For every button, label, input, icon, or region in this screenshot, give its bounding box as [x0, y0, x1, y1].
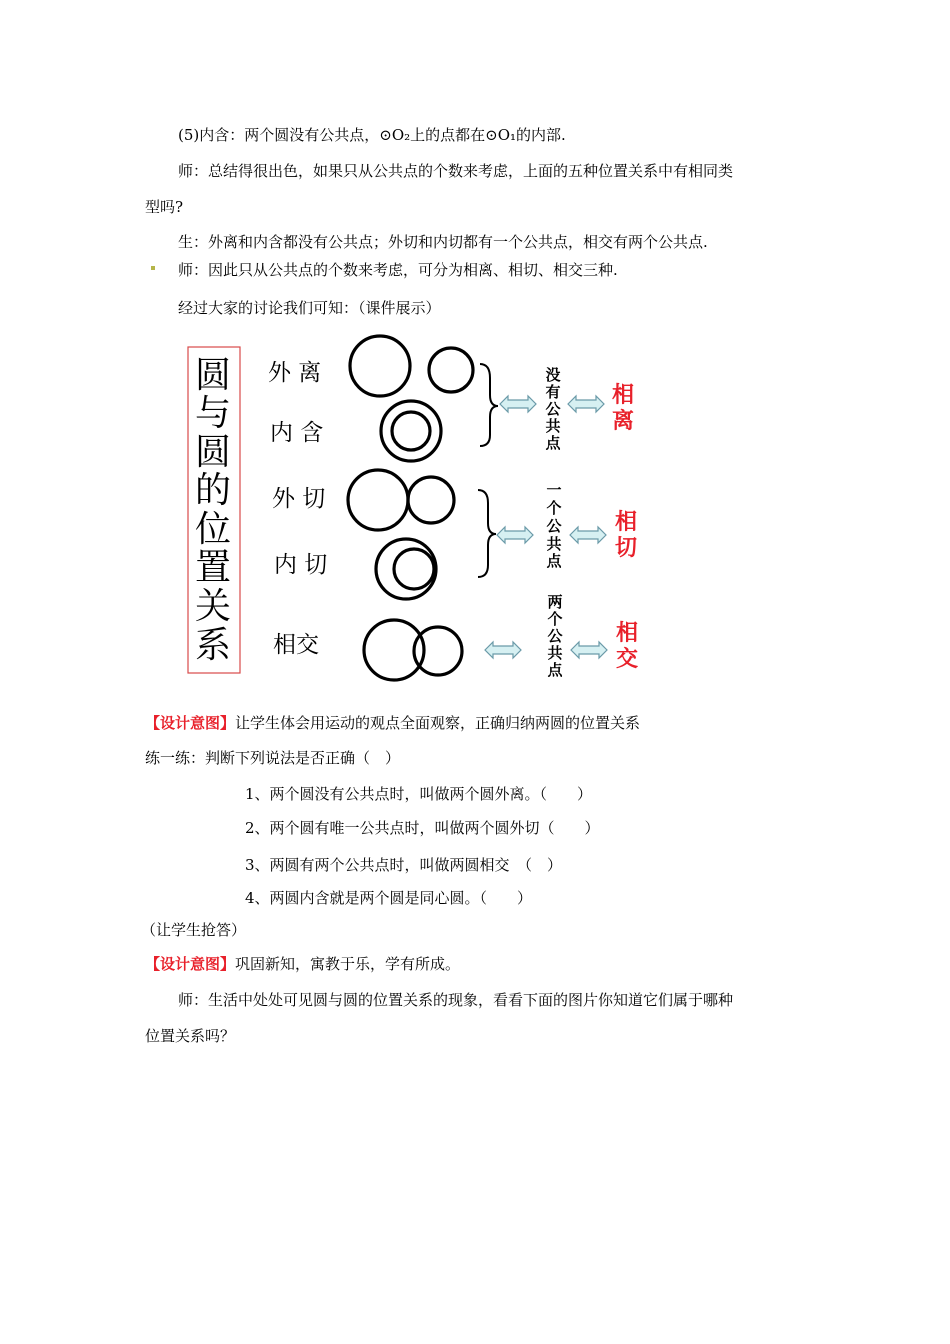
- text-line: 经过大家的讨论我们可知：（课件展示）: [178, 299, 441, 317]
- group1-char: 有: [545, 383, 561, 401]
- group3-char: 点: [547, 661, 563, 679]
- title-char: 与: [194, 393, 232, 434]
- text-line: 师：因此只从公共点的个数来考虑，可分为相离、相切、相交三种.: [178, 261, 618, 279]
- label-neihan: 内 含: [270, 420, 324, 446]
- text-line: 师：总结得很出色，如果只从公共点的个数来考虑，上面的五种位置关系中有相同类: [178, 162, 734, 180]
- group1-char: 没: [545, 366, 561, 384]
- text-line: 师：生活中处处可见圆与圆的位置关系的现象，看看下面的图片你知道它们属于哪种: [178, 991, 734, 1009]
- practice-title: 练一练：判断下列说法是否正确（ ）: [145, 749, 401, 767]
- circle-neiqie-outer: [376, 539, 436, 599]
- text-line: 型吗?: [145, 198, 184, 216]
- group2-char: 公: [546, 517, 562, 535]
- circle-waili-1: [350, 336, 410, 396]
- title-char: 置: [194, 547, 232, 588]
- double-arrow-icon: [570, 527, 606, 543]
- title-char: 位: [194, 509, 232, 550]
- group1-char: 公: [545, 400, 561, 418]
- text-line: 生：外离和内含都没有公共点；外切和内切都有一个公共点，相交有两个公共点.: [178, 233, 708, 251]
- double-arrow-icon: [497, 527, 533, 543]
- double-arrow-icon: [500, 396, 536, 412]
- label-neiqie: 内 切: [274, 552, 328, 578]
- circle-neihan-inner: [392, 412, 430, 450]
- result-xiangjiao-char: 相: [615, 620, 639, 646]
- double-arrow-icon: [571, 642, 607, 658]
- design-intent-tag: 【设计意图】: [145, 714, 236, 732]
- group3-char: 公: [547, 627, 563, 645]
- design-intent-1: [145, 713, 640, 733]
- title-char: 关: [194, 586, 232, 627]
- group3-char: 两: [547, 593, 563, 611]
- text-line: 位置关系吗？: [145, 1027, 236, 1045]
- double-arrow-icon: [568, 396, 604, 412]
- design-intent-tag: 【设计意图】: [145, 955, 236, 973]
- brace-1: [480, 364, 498, 446]
- circle-waiqie-1: [348, 470, 408, 530]
- title-char: 的: [194, 470, 232, 511]
- text-line: (5)内含：两个圆没有公共点，⊙O₂上的点都在⊙O₁的内部.: [178, 126, 566, 144]
- result-xiangqie-char: 相: [614, 509, 638, 535]
- practice-note: （让学生抢答）: [141, 921, 247, 939]
- label-waiqie: 外 切: [272, 486, 326, 512]
- circle-relation-diagram: [182, 333, 652, 683]
- circle-neiqie-inner: [394, 549, 434, 589]
- bullet-mark: [151, 266, 155, 270]
- result-xiangli-char: 相: [611, 382, 635, 408]
- practice-item: 1、两个圆没有公共点时，叫做两个圆外离。（ ）: [245, 785, 593, 803]
- practice-item: 2、两个圆有唯一公共点时，叫做两个圆外切（ ）: [245, 819, 600, 837]
- group2-char: 个: [546, 499, 562, 517]
- design-intent-text: 让学生体会用运动的观点全面观察，正确归纳两圆的位置关系: [235, 714, 641, 732]
- circle-neihan-outer: [381, 401, 441, 461]
- practice-item: 3、两圆有两个公共点时，叫做两圆相交 （ ）: [245, 856, 563, 874]
- title-char: 圆: [194, 432, 232, 473]
- result-xiangjiao-char: 交: [615, 646, 639, 672]
- result-xiangli-char: 离: [611, 408, 635, 434]
- double-arrow-icon: [485, 642, 521, 658]
- circle-waili-2: [429, 348, 473, 392]
- title-text: [195, 355, 231, 666]
- brace-2: [478, 490, 496, 577]
- label-xiangjiao: 相交: [273, 632, 319, 658]
- group2-char: 共: [546, 535, 562, 553]
- title-char: 圆: [194, 355, 232, 396]
- group2-char: 点: [546, 552, 562, 570]
- design-intent-2: [145, 954, 460, 974]
- circle-waiqie-2: [408, 477, 454, 523]
- group1-char: 点: [545, 434, 561, 452]
- group2-char: 一: [546, 481, 562, 499]
- group1-char: 共: [545, 417, 561, 435]
- result-xiangqie-char: 切: [614, 535, 638, 561]
- circle-xiangjiao-2: [414, 627, 462, 675]
- practice-item: 4、两圆内含就是两个圆是同心圆。（ ）: [245, 889, 533, 907]
- group3-char: 共: [547, 644, 563, 662]
- group3-char: 个: [547, 610, 563, 628]
- label-waili: 外 离: [268, 360, 322, 386]
- design-intent-text: 巩固新知，寓教于乐，学有所成。: [235, 955, 461, 973]
- title-char: 系: [194, 625, 232, 666]
